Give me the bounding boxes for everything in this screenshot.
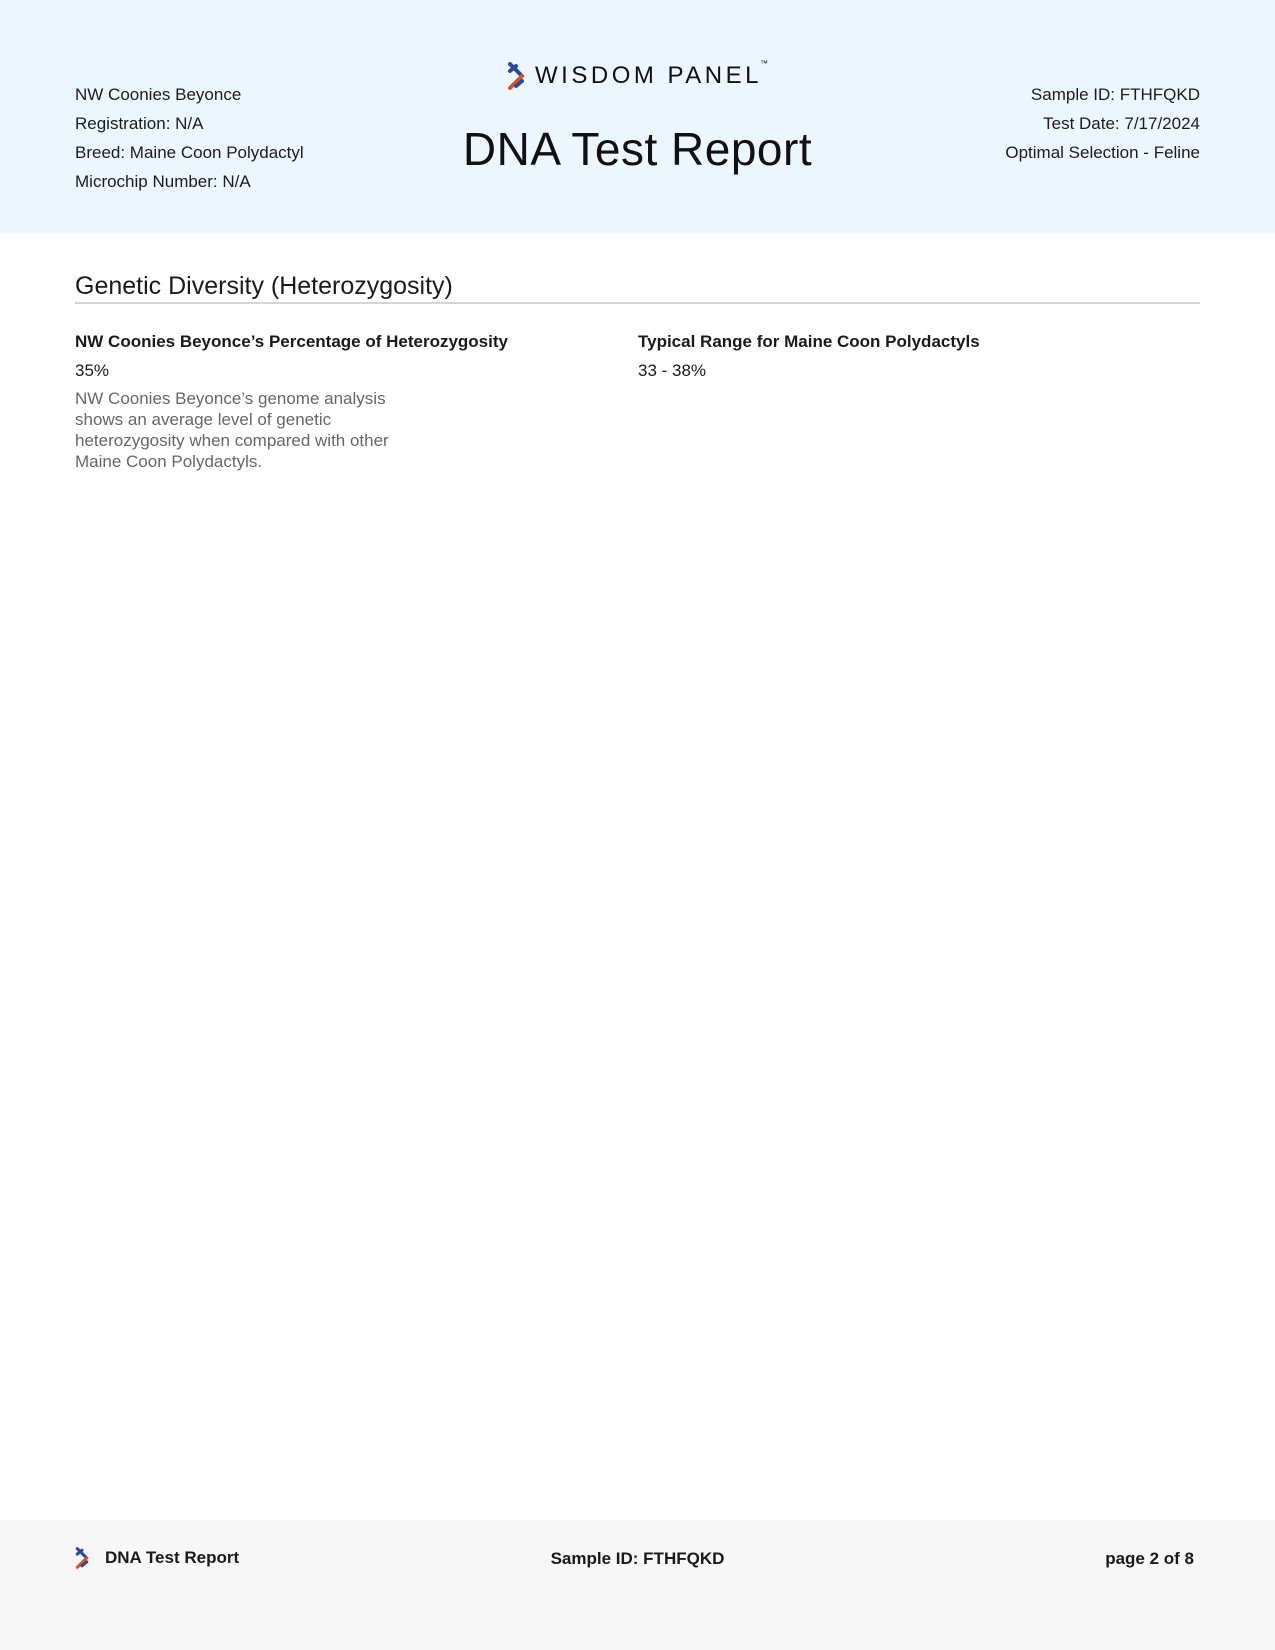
wisdom-panel-helix-icon — [507, 62, 525, 90]
pet-name: NW Coonies Beyonce — [75, 85, 242, 104]
microchip-number: Microchip Number: N/A — [75, 172, 251, 191]
section-title: Genetic Diversity (Heterozygosity) — [75, 272, 1200, 304]
typical-range-block — [638, 330, 1158, 383]
registration: Registration: N/A — [75, 114, 204, 133]
typical-range-heading: Typical Range for Maine Coon Polydactyls — [638, 332, 980, 351]
footer-title: DNA Test Report — [105, 1548, 240, 1567]
page-number: page 2 of 8 — [1105, 1549, 1194, 1568]
sample-id: Sample ID: FTHFQKD — [1030, 85, 1200, 104]
typical-range-value: 33 - 38% — [638, 361, 707, 380]
logo-text: WISDOM PANEL™ — [535, 59, 768, 89]
heterozygosity-value: 35% — [75, 361, 110, 380]
test-type: Optimal Selection - Feline — [1005, 143, 1200, 162]
report-header — [0, 0, 1275, 233]
breed: Breed: Maine Coon Polydactyl — [75, 143, 304, 162]
heterozygosity-percentage-block — [75, 330, 595, 472]
report-title: DNA Test Report — [462, 123, 813, 175]
report-footer — [0, 1520, 1275, 1650]
sample-info — [1005, 80, 1200, 167]
test-date: Test Date: 7/17/2024 — [1043, 114, 1200, 133]
footer-sample-id: Sample ID: FTHFQKD — [550, 1549, 725, 1568]
heterozygosity-description: NW Coonies Beyonce’s genome analysis shows an average level of genetic heterozygosity when compared with other Maine Coon Polydactyls. — [75, 389, 389, 471]
heterozygosity-heading: NW Coonies Beyonce’s Percentage of Heterozygosity — [75, 332, 508, 351]
